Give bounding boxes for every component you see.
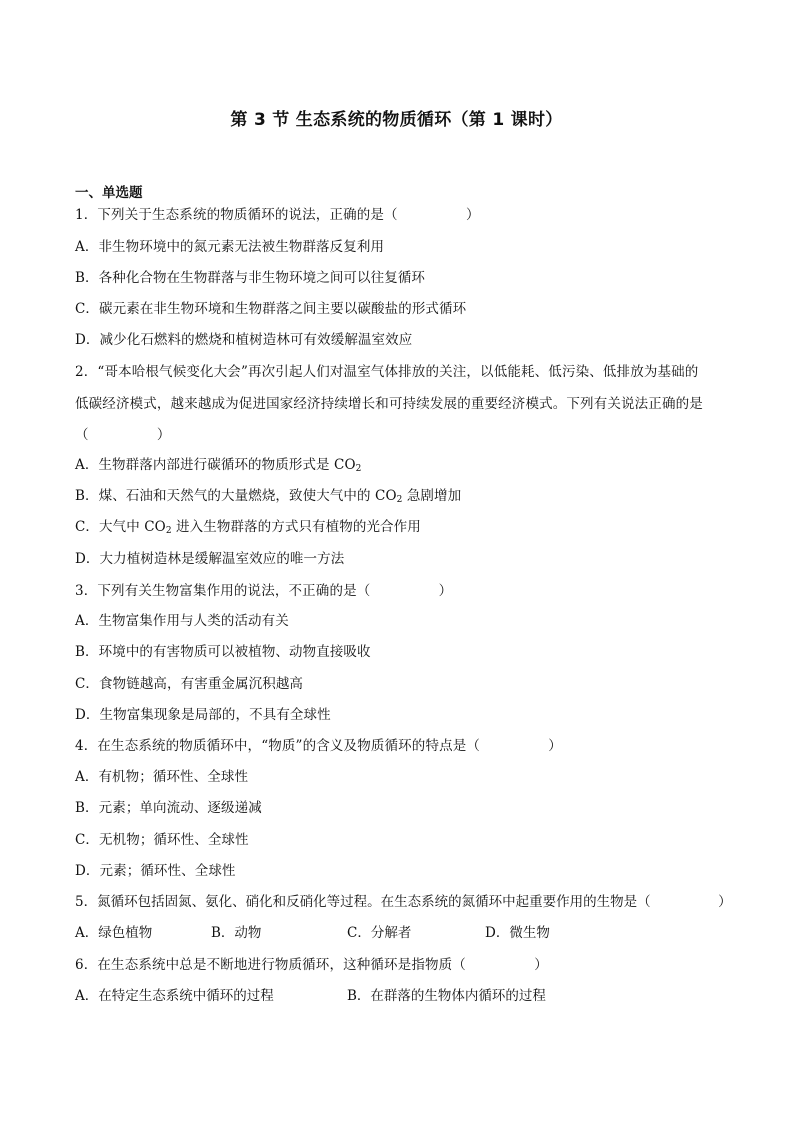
question-2-option-d: D．大力植树造林是缓解温室效应的唯一方法: [75, 551, 345, 567]
question-6-stem: 6．在生态系统中总是不断地进行物质循环，这种循环是指物质（ ）: [75, 957, 548, 973]
question-4-option-b: B．元素；单向流动、逐级递减: [75, 800, 262, 816]
question-4-stem: 4．在生态系统的物质循环中，“物质”的含义及物质循环的特点是（ ）: [75, 738, 562, 754]
question-2-stem-line-1: 2．“哥本哈根气候变化大会”再次引起人们对温室气体排放的关注，以低能耗、低污染、低排放为基础的: [75, 364, 699, 380]
question-3-option-a: A．生物富集作用与人类的活动有关: [75, 613, 289, 629]
question-2-stem-line-2: 低碳经济模式，越来越成为促进国家经济持续增长和可持续发展的重要经济模式。下列有关说法正确的是: [75, 396, 703, 412]
question-4-option-a: A．有机物；循环性、全球性: [75, 769, 249, 785]
section-heading: 一、单选题: [75, 185, 143, 201]
question-1-option-d: D．减少化石燃料的燃烧和植树造林可有效缓解温室效应: [75, 332, 413, 348]
question-1-stem: 1．下列关于生态系统的物质循环的说法，正确的是（ ）: [75, 207, 480, 223]
page-title: 第 3 节 生态系统的物质循环（第 1 课时）: [230, 110, 563, 130]
question-4-option-d: D．元素；循环性、全球性: [75, 863, 236, 879]
question-3-option-b: B．环境中的有害物质可以被植物、动物直接吸收: [75, 644, 371, 660]
question-1-option-c: C．碳元素在非生物环境和生物群落之间主要以碳酸盐的形式循环: [75, 301, 467, 317]
question-3-option-c: C．食物链越高，有害重金属沉积越高: [75, 676, 304, 692]
question-6-option-a: A．在特定生态系统中循环的过程: [75, 988, 274, 1004]
question-2-option-c-text: C．大气中 CO: [75, 519, 166, 535]
subscript: 2: [165, 526, 172, 536]
question-2-option-c: [75, 518, 421, 536]
question-2-option-c-tail: 进入生物群落的方式只有植物的光合作用: [171, 519, 421, 535]
question-2-option-b-text: B．煤、石油和天然气的大量燃烧，致使大气中的 CO: [75, 488, 397, 504]
question-2-option-b-tail: 急剧增加: [402, 488, 462, 504]
question-2-option-a-text: A．生物群落内部进行碳循环的物质形式是 CO: [75, 457, 356, 473]
question-5-option-c: C．分解者: [347, 925, 412, 941]
question-1-option-a: A．非生物环境中的氮元素无法被生物群落反复利用: [75, 239, 385, 255]
question-1-option-b: B．各种化合物在生物群落与非生物环境之间可以往复循环: [75, 270, 426, 286]
question-5-option-d: D．微生物: [485, 925, 550, 941]
question-6-option-b: B．在群落的生物体内循环的过程: [347, 988, 546, 1004]
question-2-stem-line-3: （ ）: [75, 427, 171, 443]
question-5-option-a: A．绿色植物: [75, 925, 153, 941]
question-5-option-b: B．动物: [211, 925, 262, 941]
subscript: 2: [355, 464, 362, 474]
question-3-stem: 3．下列有关生物富集作用的说法，不正确的是（ ）: [75, 583, 453, 599]
question-2-option-a: [75, 456, 361, 474]
question-3-option-d: D．生物富集现象是局部的，不具有全球性: [75, 707, 331, 723]
question-5-stem: 5．氮循环包括固氮、氨化、硝化和反硝化等过程。在生态系统的氮循环中起重要作用的生物是（ ）: [75, 894, 732, 910]
question-4-option-c: C．无机物；循环性、全球性: [75, 832, 249, 848]
subscript: 2: [396, 495, 403, 505]
question-2-option-b: [75, 487, 461, 505]
